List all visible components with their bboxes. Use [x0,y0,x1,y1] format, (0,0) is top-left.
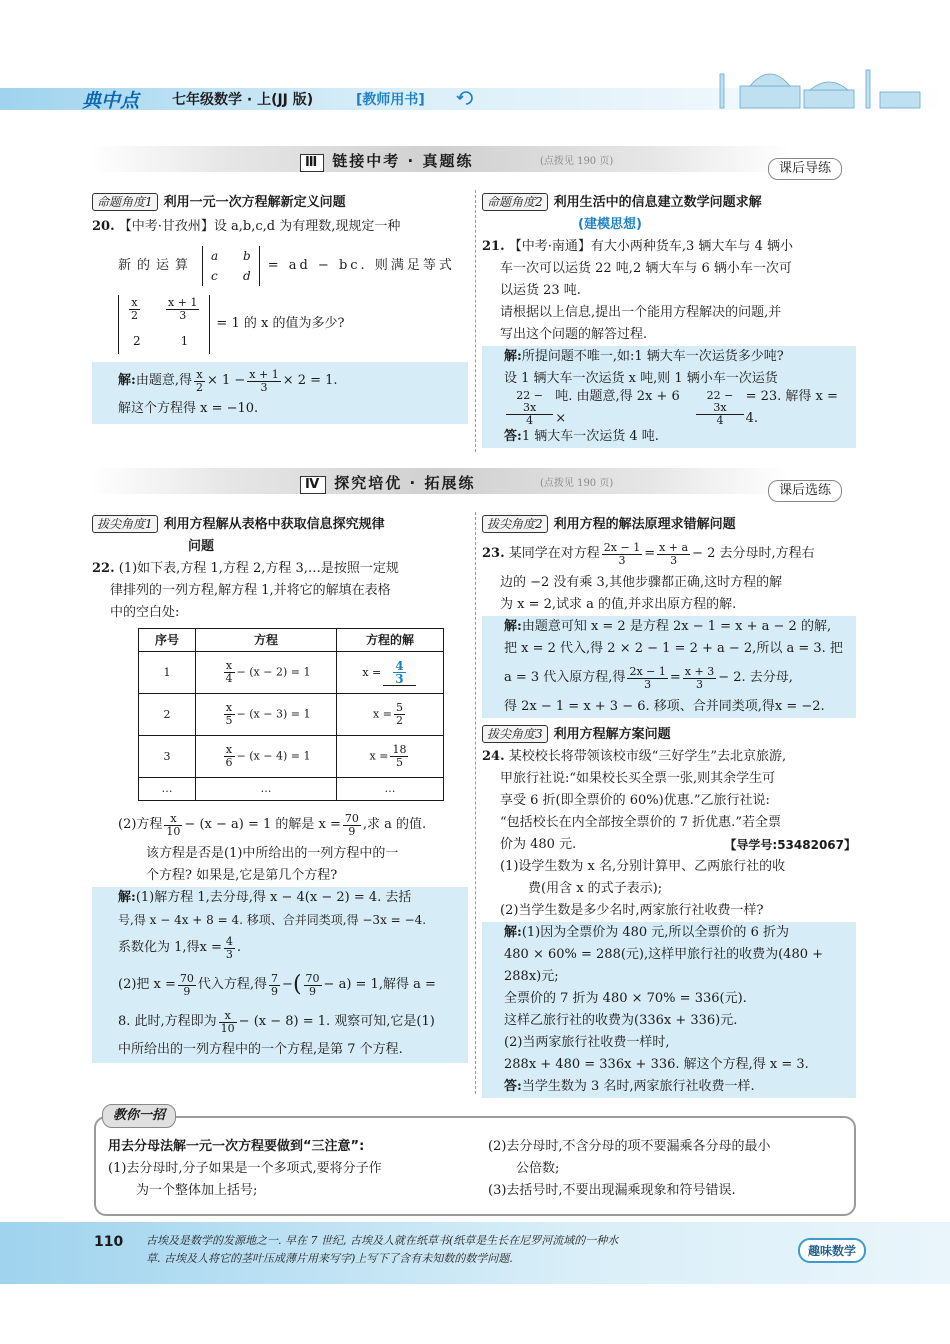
page-header [0,60,950,122]
tip-item: (2)去分母时,不含分母的项不要漏乘各分母的最小 [488,1139,771,1154]
back-arrow-icon [456,90,476,106]
peak2-heading [482,514,856,536]
q21-line4: 请根据以上信息,提出一个能用方程解决的问题,并 [500,305,782,320]
section-3-banner [90,146,860,176]
q22-part2-line2: 该方程是否是(1)中所给出的一列方程中的一 [146,846,399,861]
peak1-heading [92,514,468,536]
angle2-tag: 命题角度2 [482,193,548,211]
q22-line1: 22. (1)如下表,方程 1,方程 2,方程 3,…是按照一定规 [92,561,399,576]
section-4-title: 探究培优 · 拓展练 [334,474,476,492]
section-3-pill: 课后导练 [768,158,842,180]
mosque-skyline-icon [700,60,930,110]
angle2-subtitle: (建模思想) [578,217,642,232]
section-3-title: 链接中考 · 真题练 [332,152,474,170]
matrix-equation: $\frac{x}{2}$ $\frac{x + 1}{3}$ 2 1 [118,295,210,354]
table-row: 2 $\frac{x}{5}$ − (x − 3) = 1 x = $\frac{5}{2}$ [139,694,444,736]
q21-line1: 21. 【中考·南通】有大小两种货车,3 辆大车与 4 辆小 [482,239,793,254]
q23-line2: 边的 −2 没有乘 3,其他步骤都正确,这时方程的解 [500,575,783,590]
tip-box [94,1108,856,1216]
teacher-tag: [教师用书] [356,92,425,108]
tip-item-cont: 公倍数; [516,1161,560,1176]
angle1-solution: 解: 由题意,得 $\frac{x}{2}$ × 1 − $\frac{x + 1}{3}$ × 2 = 1. 解这个方程得 x = −10. [92,362,468,424]
peak3-heading [482,724,856,746]
tip-item-cont: 为一个整体加上括号; [136,1183,258,1198]
page-number: 110 [94,1234,124,1250]
determinant-2x2: a b c d [202,246,260,286]
q24-line3: 享受 6 折(即全票价的 60%)优惠.”乙旅行社说: [500,793,770,808]
section-4-pill: 课后选练 [768,480,842,502]
angle2-block [482,192,856,448]
brand-logo: 典中点 [82,90,140,112]
table-header: 方程的解 [337,629,444,652]
q22-part2-line3: 个方程? 如果是,它是第几个方程? [146,868,338,883]
peak2-solution: 解:由题意可知 x = 2 是方程 2x − 1 = x + a − 2 的解, 把 x = 2 代入,得 2 × 2 − 1 = 2 + a − 2,所以 a = 3. 把 a = 3 代入原方程,得 $\frac{2x - 1}{3}$ = $\frac{x + 3}{3}$ − 2. 去分母, 得 2x − 1 = x + 3 − 6. 移项、合并同类项,得x = −2. [482,616,856,718]
q21-line5: 写出这个问题的解答过程. [500,327,648,342]
peak2-tag: 拔尖角度2 [482,515,548,533]
page-footer [0,1222,950,1284]
guide-number: 【导学号:53482067】 [724,838,856,852]
table-row: 1 $\frac{x}{4}$ − (x − 2) = 1 x = $\frac{4}{3}$ [139,652,444,694]
angle2-heading [482,192,856,214]
angle1-tag: 命题角度1 [92,193,158,211]
peak1-block [92,514,468,1063]
q23-line3: 为 x = 2,试求 a 的值,并求出原方程的解. [500,597,737,612]
q21-line2: 车一次可以运货 22 吨,2 辆大车与 6 辆小车一次可 [500,261,792,276]
peak3-solution: 解:(1)因为全票价为 480 元,所以全票价的 6 折为 480 × 60% = 288(元),这样甲旅行社的收费为(480 + 288x)元; 全票价的 7 折为 480 × 70% = 336(元). 这样乙旅行社的收费为(336x + 336)元. (2)当两家旅行社收费一样时, 288x + 480 = 336x + 336. 解这个方程,得 x = 3. 答:当学生数为 3 名时,两家旅行社收费一样. [482,922,856,1098]
q24-line4: “包括校长在内全部按全票价的 7 折优惠.”若全票 [500,815,781,830]
table-row: 3 $\frac{x}{6}$ − (x − 4) = 1 x = $\frac{18}{5}$ [139,736,444,778]
peak2-title: 利用方程的解法原理求错解问题 [553,517,736,532]
q22-line2: 律排列的一列方程,解方程 1,并将它的解填在表格 [110,583,391,598]
section-3-number: Ⅲ [300,154,324,172]
q24-line1: 24. 某校校长将带领该校市级“三好学生”去北京旅游, [482,749,787,764]
angle2-title: 利用生活中的信息建立数学问题求解 [553,195,762,210]
section-3-ref: (点拨见 190 页) [540,156,614,167]
peak1-title-cont: 问题 [188,539,215,554]
q24-sub1: (1)设学生数为 x 名,分别计算甲、乙两旅行社的收 [500,859,786,874]
peak1-title: 利用方程解从表格中获取信息探究规律 [163,517,385,532]
q22-line3: 中的空白处: [110,605,180,620]
tip-heading: 用去分母法解一元一次方程要做到“三注意”: [108,1139,365,1154]
column-divider [475,190,476,452]
angle2-solution: 解:所提问题不唯一,如:1 辆大车一次运货多少吨? 设 1 辆大车一次运货 x 吨,则 1 辆小车一次运货 $\frac{22 - 3x}{4}$ 吨. 由题意,得 2x + 6 × $\frac{22 - 3x}{4}$ = 23. 解得 x = 4. 答:1 辆大车一次运货 4 吨. [482,346,856,448]
angle1-block [92,192,468,424]
q20-line2: 新的运算 a b c d = ad − bc. 则满足等式 [118,242,468,290]
peak1-solution: 解:(1)解方程 1,去分母,得 x − 4(x − 2) = 4. 去括 号,得 x − 4x + 8 = 4. 移项、合并同类项,得 −3x = −4. 系数化为 1,得x = $\frac{4}{3}$ . (2)把 x = $\frac{70}{9}$ 代入方程,得 $\frac{7}{9}$ − ( $\frac{70}{9}$ − a) = 1,解得 a = 8. 此时,方程即为 $\frac{x}{10}$ − (x − 8) = 1. 观察可知,它是(1) 中所给出的一列方程中的一个方程,是第 7 个方程. [92,887,468,1063]
q20-line3: $\frac{x}{2}$ $\frac{x + 1}{3}$ 2 1 = 1 的 x 的值为多少? [118,294,468,354]
tip-label: 教你一招 [102,1104,176,1128]
table-row: … … … [139,778,444,801]
table-header: 序号 [139,629,196,652]
fun-math-badge: 趣味数学 [798,1238,866,1263]
peak3-tag: 拔尖角度3 [482,725,548,743]
q24-sub1-cont: 费(用含 x 的式子表示); [528,881,663,896]
q21-line3: 以运货 23 吨. [500,283,581,298]
angle1-heading [92,192,468,214]
q23-line1: 23. 某同学在对方程 $\frac{2x - 1}{3}$ = $\frac{x + a}{3}$ − 2 去分母时,方程右 [482,540,815,567]
q24-line2: 甲旅行社说:“如果校长买全票一张,则其余学生可 [500,771,776,786]
q24-line5: 价为 480 元. 【导学号:53482067】 [482,834,856,856]
peak3-title: 利用方程解方案问题 [553,727,671,742]
tip-item: (1)去分母时,分子如果是一个多项式,要将分子作 [108,1161,382,1176]
peak1-tag: 拔尖角度1 [92,515,158,533]
q20-line1: 20. 【中考·甘孜州】设 a,b,c,d 为有理数,现规定一种 [92,219,401,234]
table-header: 方程 [196,629,337,652]
q24-sub2: (2)当学生数是多少名时,两家旅行社收费一样? [500,903,764,918]
peak2-block [482,514,856,1098]
equation-table [138,628,444,801]
q22-part2: (2)方程 $\frac{x}{10}$ − (x − a) = 1 的解是 x = $\frac{70}{9}$ ,求 a 的值. [118,811,427,838]
footer-trivia: 古埃及是数学的发源地之一. 早在 7 世纪, 古埃及人就在纸草书(纸草是生长在尼罗河流域的一种水 草. 古埃及人将它的茎叶压成薄片用来写字)上写下了含有未知数的数学问题. [146,1234,619,1265]
book-title: 七年级数学 · 上(JJ 版) [172,92,314,108]
section-4-number: Ⅳ [300,476,326,494]
section-4-banner [90,468,860,498]
column-divider-lower [475,512,476,1094]
section-4-ref: (点拨见 190 页) [540,478,614,489]
tip-item: (3)去括号时,不要出现漏乘现象和符号错误. [488,1183,736,1198]
angle1-title: 利用一元一次方程解新定义问题 [163,195,346,210]
